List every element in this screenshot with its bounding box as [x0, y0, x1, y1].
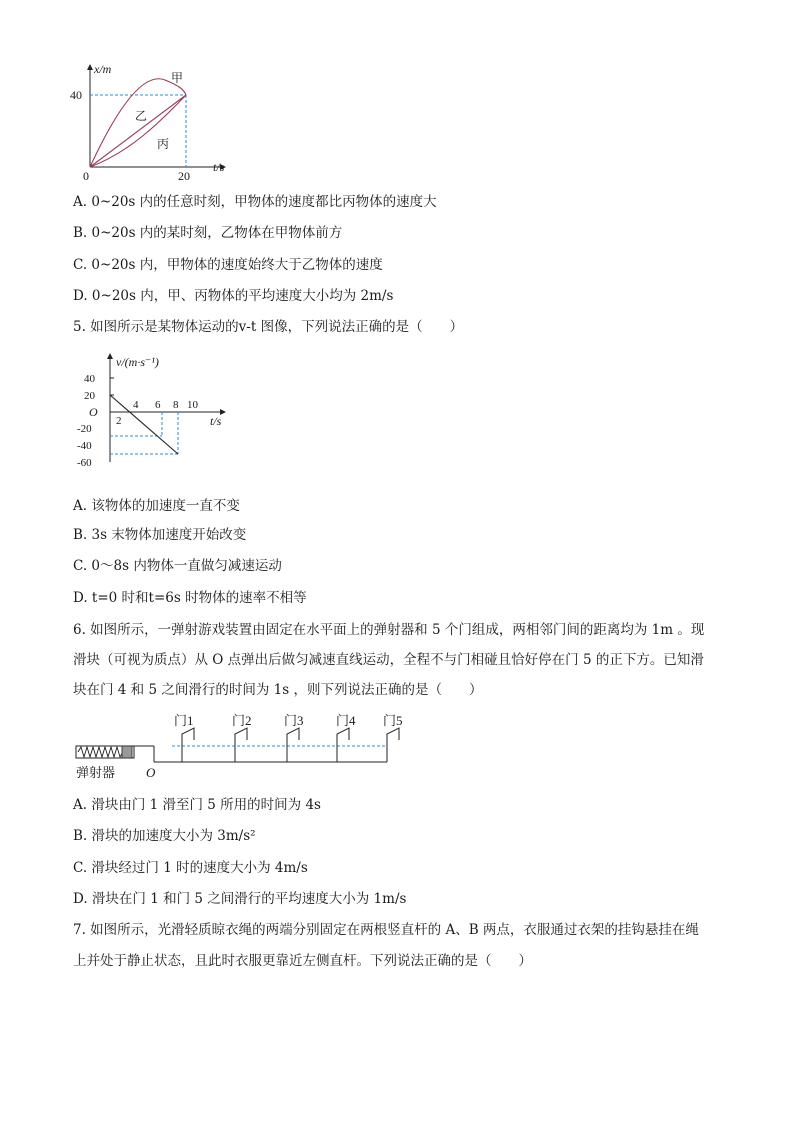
line-yi [90, 95, 186, 167]
x-tick-20: 20 [178, 169, 190, 183]
vt-x-axis-label: t/s [210, 414, 222, 428]
q5-option-b: B. 3s 末物体加速度开始改变 [73, 527, 247, 543]
vt-y-tick-40: 40 [84, 373, 95, 385]
vt-y-tick-20: 20 [84, 390, 95, 402]
q7-stem-line-1: 7. 如图所示，光滑轻质晾衣绳的两端分别固定在两根竖直杆的 A、B 两点，衣服通过衣架的挂钩悬挂在绳 [73, 922, 699, 938]
vt-x-tick-8: 8 [173, 399, 179, 411]
gate-1-label: 门1 [174, 713, 194, 728]
q5-option-d: D. t=0 时和t=6s 时物体的速率不相等 [73, 590, 307, 606]
q6-stem-line-2: 滑块（可视为质点）从 O 点弹出后做匀减速直线运动，全程不与门相碰且恰好停在门 5 的正下方。已知滑 [73, 652, 704, 668]
q4-option-b: B. 0~20s 内的某时刻，乙物体在甲物体前方 [73, 225, 343, 241]
q4-option-a: A. 0~20s 内的任意时刻，甲物体的速度都比丙物体的速度大 [73, 194, 437, 210]
launcher-diagram [72, 710, 412, 780]
vt-y-tick-m20: -20 [77, 423, 92, 435]
q4-option-d: D. 0~20s 内，甲、丙物体的平均速度大小均为 2m/s [73, 288, 394, 304]
origin-label: 0 [83, 169, 89, 183]
gate-3 [287, 728, 299, 762]
vt-y-axis-label: v/(m·s⁻¹) [116, 355, 159, 369]
xt-graph [70, 62, 250, 183]
y-axis-label: x/m [94, 62, 112, 76]
q6-stem-line-1: 6. 如图所示，一弹射游戏装置由固定在水平面上的弹射器和 5 个门组成，两相邻门间的距离均为 1m 。现 [73, 622, 705, 638]
y-tick-40: 40 [70, 88, 82, 102]
x-axis-label: t/s [213, 160, 225, 174]
origin-o-label: O [146, 765, 156, 780]
gate-4 [337, 728, 349, 762]
q5-option-c: C. 0～8s 内物体一直做匀减速运动 [73, 558, 282, 574]
gate-3-label: 门3 [284, 713, 304, 728]
q7-stem-line-2: 上并处于静止状态，且此时衣服更靠近左侧直杆。下列说法正确的是（ ） [73, 953, 532, 969]
slider-block [122, 746, 132, 758]
q4-option-c: C. 0~20s 内，甲物体的速度始终大于乙物体的速度 [73, 257, 383, 273]
spring [78, 747, 123, 757]
q6-option-b: B. 滑块的加速度大小为 3m/s² [73, 828, 256, 844]
label-jia: 甲 [171, 71, 184, 85]
label-yi: 乙 [135, 109, 148, 123]
q6-stem-line-3: 块在门 4 和 5 之间滑行的时间为 1s ，则下列说法正确的是（ ） [73, 682, 483, 698]
vt-x-tick-10: 10 [187, 399, 198, 411]
vt-y-tick-m60: -60 [77, 457, 92, 469]
gate-5-label: 门5 [383, 713, 403, 728]
gate-1 [182, 728, 194, 762]
q5-stem: 5. 如图所示是某物体运动的v-t 图像，下列说法正确的是（ ） [73, 319, 464, 335]
vt-x-tick-6: 6 [155, 399, 161, 411]
gate-5 [387, 728, 399, 746]
q6-option-c: C. 滑块经过门 1 时的速度大小为 4m/s [73, 860, 308, 876]
gate-2 [235, 728, 247, 762]
vt-x-tick-4: 4 [133, 399, 139, 411]
vt-graph [72, 352, 252, 472]
q5-option-a: A. 该物体的加速度一直不变 [73, 498, 240, 514]
vt-y-tick-m40: -40 [77, 440, 92, 452]
q6-option-a: A. 滑块由门 1 滑至门 5 所用的时间为 4s [73, 797, 321, 813]
q6-option-d: D. 滑块在门 1 和门 5 之间滑行的平均速度大小为 1m/s [73, 891, 407, 907]
label-bing: 丙 [157, 137, 170, 151]
gate-2-label: 门2 [232, 713, 252, 728]
vt-origin-label: O [89, 405, 98, 419]
gate-4-label: 门4 [336, 713, 356, 728]
vt-x-tick-2: 2 [116, 415, 122, 427]
launcher-label: 弹射器 [76, 765, 116, 780]
